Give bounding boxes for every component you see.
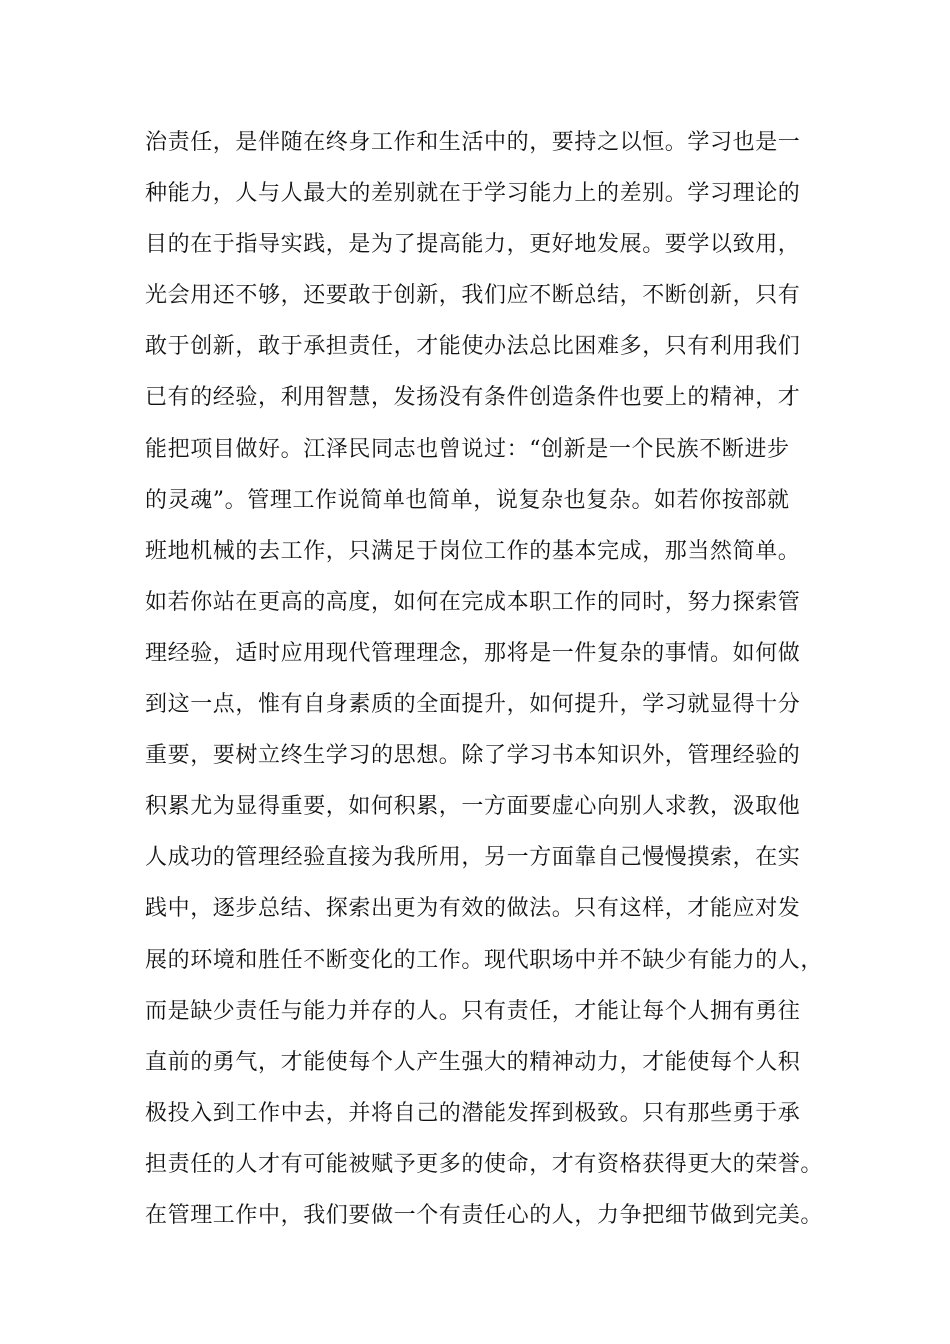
- text-line: 理经验，适时应用现代管理理念，那将是一件复杂的事情。如何做: [145, 640, 801, 666]
- text-line: 已有的经验，利用智慧，发扬没有条件创造条件也要上的精神，才: [145, 385, 801, 411]
- text-line: 治责任，是伴随在终身工作和生活中的，要持之以恒。学习也是一: [145, 130, 801, 155]
- text-line: 光会用还不够，还要敢于创新，我们应不断总结，不断创新，只有: [145, 283, 801, 309]
- body-text: [145, 117, 835, 1241]
- text-line: 直前的勇气，才能使每个人产生强大的精神动力，才能使每个人积: [145, 1049, 801, 1075]
- text-line: 到这一点，惟有自身素质的全面提升，如何提升，学习就显得十分: [145, 692, 801, 718]
- text-line: 如若你站在更高的高度，如何在完成本职工作的同时，努力探索管: [145, 589, 801, 615]
- text-line: 践中，逐步总结、探索出更为有效的做法。只有这样，才能应对发: [145, 896, 801, 922]
- text-line: 的灵魂”。管理工作说简单也简单，说复杂也复杂。如若你按部就: [145, 487, 790, 513]
- text-line: 能把项目做好。江泽民同志也曾说过：“创新是一个民族不断进步: [145, 436, 790, 462]
- text-line: 重要，要树立终生学习的思想。除了学习书本知识外，管理经验的: [145, 743, 801, 769]
- text-line: 人成功的管理经验直接为我所用，另一方面靠自己慢慢摸索，在实: [145, 845, 801, 871]
- text-line: 敢于创新，敢于承担责任，才能使办法总比困难多，只有利用我们: [145, 334, 801, 360]
- text-line: 展的环境和胜任不断变化的工作。现代职场中并不缺少有能力的人，: [145, 947, 824, 973]
- text-line: 在管理工作中，我们要做一个有责任心的人，力争把细节做到完美。: [145, 1202, 824, 1228]
- text-line: 而是缺少责任与能力并存的人。只有责任，才能让每个人拥有勇往: [145, 998, 801, 1024]
- text-line: 担责任的人才有可能被赋予更多的使命，才有资格获得更大的荣誉。: [145, 1151, 824, 1177]
- text-line: 种能力，人与人最大的差别就在于学习能力上的差别。学习理论的: [145, 181, 801, 207]
- text-line: 积累尤为显得重要，如何积累，一方面要虚心向别人求教，汲取他: [145, 794, 801, 820]
- text-line: 目的在于指导实践，是为了提高能力，更好地发展。要学以致用，: [145, 232, 801, 258]
- text-line: 极投入到工作中去，并将自己的潜能发挥到极致。只有那些勇于承: [145, 1100, 801, 1126]
- text-line: 班地机械的去工作，只满足于岗位工作的基本完成，那当然简单。: [145, 538, 801, 564]
